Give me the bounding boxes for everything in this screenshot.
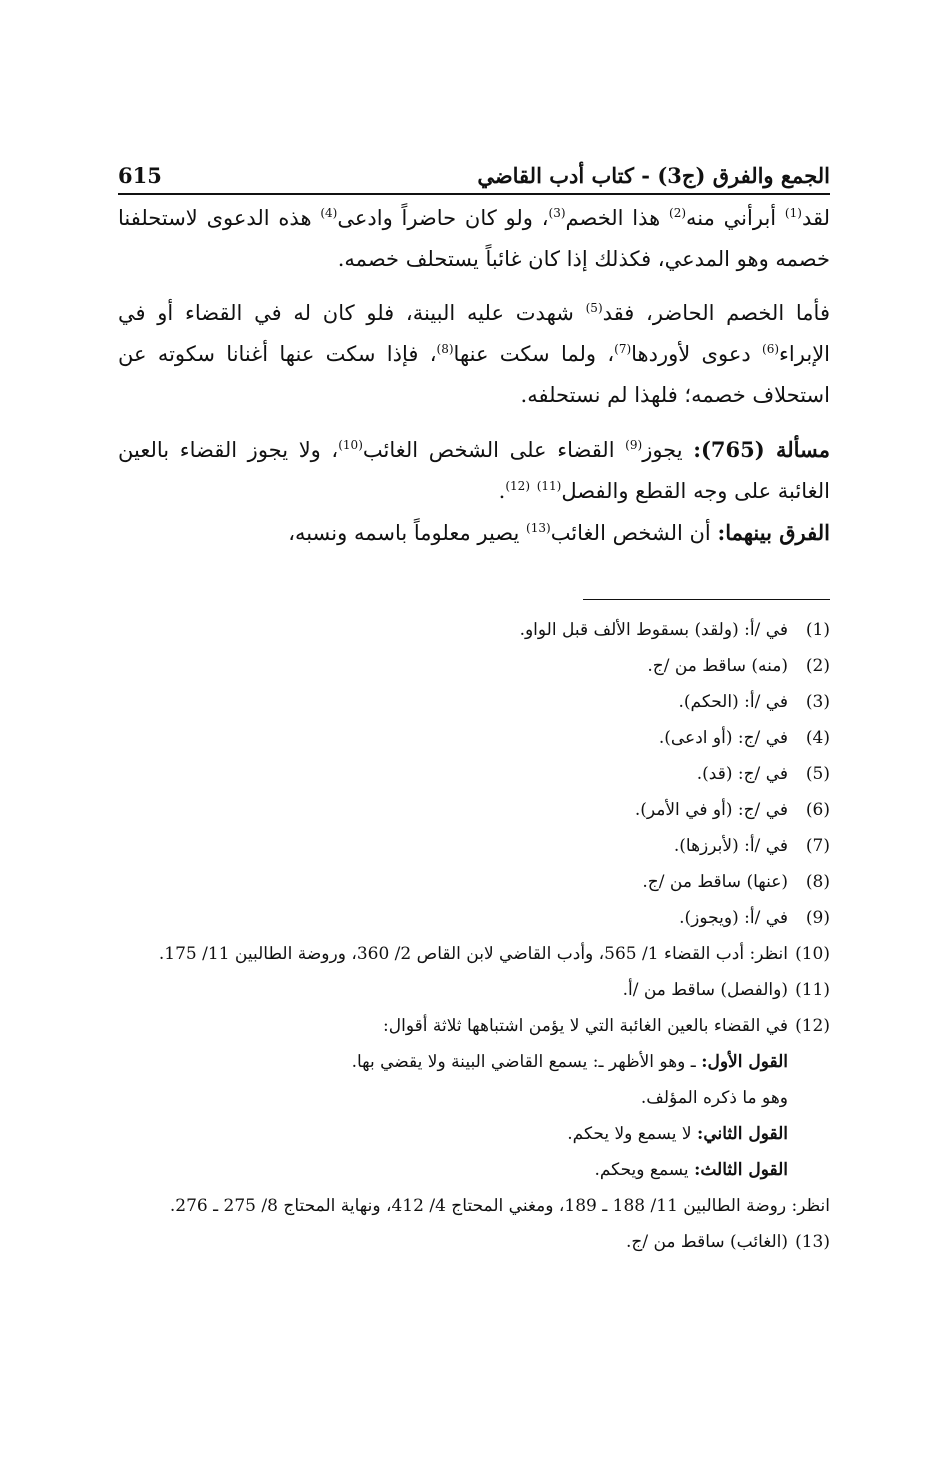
opinion-label: القول الثاني: [697,1124,788,1144]
footnote-ref-12[interactable]: (12) [505,479,530,493]
footnote [118,972,830,1008]
text-run: أبرأني منه [686,206,785,230]
text-run: ، ولو كان حاضراً وادعى [337,206,549,230]
footnote-text: (والفصل) ساقط من /أ. [622,980,788,1000]
difference-label: الفرق بينهما: [717,520,830,545]
footnote-text: في /أ: (الحكم). [678,692,788,712]
footnote-text: (منه) ساقط من /ج. [647,656,788,676]
footnote-number: (5) [805,764,830,784]
footnote-number: (13) [795,1232,830,1252]
main-text [118,198,830,554]
footnote-number: (9) [805,908,830,928]
opinion-text: ـ وهو الأظهر ـ: يسمع القاضي البينة ولا يقضي بها. [351,1052,702,1072]
opinion-text: يسمع ويحكم. [594,1160,695,1180]
header-rule [118,193,830,195]
text-run: هذا الخصم [565,206,670,230]
paragraph-1 [118,198,830,280]
footnote-text: في /ج: (أو في الأمر). [634,800,788,820]
footnote [118,612,830,648]
footnote-ref-2[interactable]: (2) [669,206,687,220]
footnotes [118,612,830,1260]
footnote-text: في /أ: (ويجوز). [679,908,788,928]
running-header [118,148,830,188]
footnote [118,1008,830,1044]
text-run: . [498,479,506,503]
footnote-text: في /أ: (ولقد) بسقوط الألف قبل الواو. [519,620,788,640]
footnote-number: (2) [805,656,830,676]
footnote-ref-3[interactable]: (3) [548,206,566,220]
footnote-text: في /أ: (لأبرزها). [673,836,788,856]
footnote [118,936,830,972]
footnote-ref-5[interactable]: (5) [585,301,603,315]
footnote-12-opinion-3 [118,1152,830,1188]
footnote-ref-1[interactable]: (1) [784,206,802,220]
footnote [118,900,830,936]
footnote-text: انظر: أدب القضاء 1/ 565، وأدب القاضي لابن القاص 2/ 360، وروضة الطالبين 11/ 175. [158,944,788,964]
header-title: الجمع والفرق (ج3) - كتاب أدب القاضي [477,163,830,188]
text-run: يجوز [642,438,694,462]
footnote-number: (1) [805,620,830,640]
text-run: ، ولما سكت عنها [453,342,615,366]
footnote-text: في /ج: (قد). [696,764,788,784]
footnote [118,684,830,720]
footnote-number: (7) [805,836,830,856]
footnote-ref-6[interactable]: (6) [762,342,780,356]
footnote-ref-4[interactable]: (4) [320,206,338,220]
text-run: القضاء على الشخص الغائب [362,438,626,462]
footnote-12-opinion-1 [118,1044,830,1080]
text-run: شهدت عليه البينة، فلو كان له في القضاء أو في الإبراء [118,301,830,366]
footnote [118,1224,830,1260]
footnote-12-note [118,1080,830,1116]
text-run: دعوى لأوردها [631,342,763,366]
text-run: هذه الدعوى لاستحلفنا خصمه وهو المدعي، فكذلك إذا كان غائباً يستحلف خصمه. [118,206,830,271]
footnote-12-opinion-2 [118,1116,830,1152]
footnote [118,828,830,864]
text-run: ، فإذا سكت عنها أغنانا سكوته عن استحلاف خصمه؛ فلهذا لم نستحلفه. [118,342,830,407]
footnote [118,648,830,684]
opinion-text: لا يسمع ولا يحكم. [567,1124,698,1144]
footnote-text: (عنها) ساقط من /ج. [642,872,788,892]
footnote-number: (8) [805,872,830,892]
text-run: فأما الخصم الحاضر، فقد [602,301,830,325]
paragraph-4 [118,512,830,554]
footnote-12-reference: انظر: روضة الطالبين 11/ 188 ـ 189، ومغني المحتاج 4/ 412، ونهاية المحتاج 8/ 275 ـ 276. [169,1196,830,1216]
opinion-label: القول الثالث: [694,1160,788,1180]
text-run [530,479,537,503]
footnote [118,864,830,900]
opinion-label: القول الأول: [701,1052,788,1072]
footnote-number: (6) [805,800,830,820]
footnote-number: (12) [795,1016,830,1036]
footnote-number: (4) [805,728,830,748]
opinion-text: وهو ما ذكره المؤلف. [640,1088,788,1108]
footnote-ref-8[interactable]: (8) [436,342,454,356]
footnote-ref-13[interactable]: (13) [526,521,551,535]
paragraph-2 [118,293,830,416]
footnote-number: (3) [805,692,830,712]
footnote-number: (10) [795,944,830,964]
footnote-text: في القضاء بالعين الغائبة التي لا يؤمن اشتباهها ثلاثة أقوال: [383,1016,788,1036]
footnote [118,756,830,792]
footnote-text: (الغائب) ساقط من /ج. [625,1232,788,1252]
footnote-number: (11) [795,980,830,1000]
footnote-ref-11[interactable]: (11) [536,479,562,493]
footnote-ref-9[interactable]: (9) [625,438,643,452]
issue-label: مسألة (765): [693,437,830,462]
text-run: أن الشخص الغائب [550,521,718,545]
footnote-ref-10[interactable]: (10) [338,438,363,452]
page-number: 615 [118,163,162,188]
footnote [118,792,830,828]
footnote-separator [583,599,830,600]
text-run: ، ولا يجوز القضاء بالعين الغائبة على وجه القطع والفصل [118,438,830,503]
footnote [118,720,830,756]
text-run: لقد [801,206,830,230]
footnote-text: في /ج: (أو ادعى). [658,728,788,748]
footnote-ref-7[interactable]: (7) [614,342,632,356]
paragraph-3 [118,429,830,512]
text-run: يصير معلوماً باسمه ونسبه، [288,521,527,545]
